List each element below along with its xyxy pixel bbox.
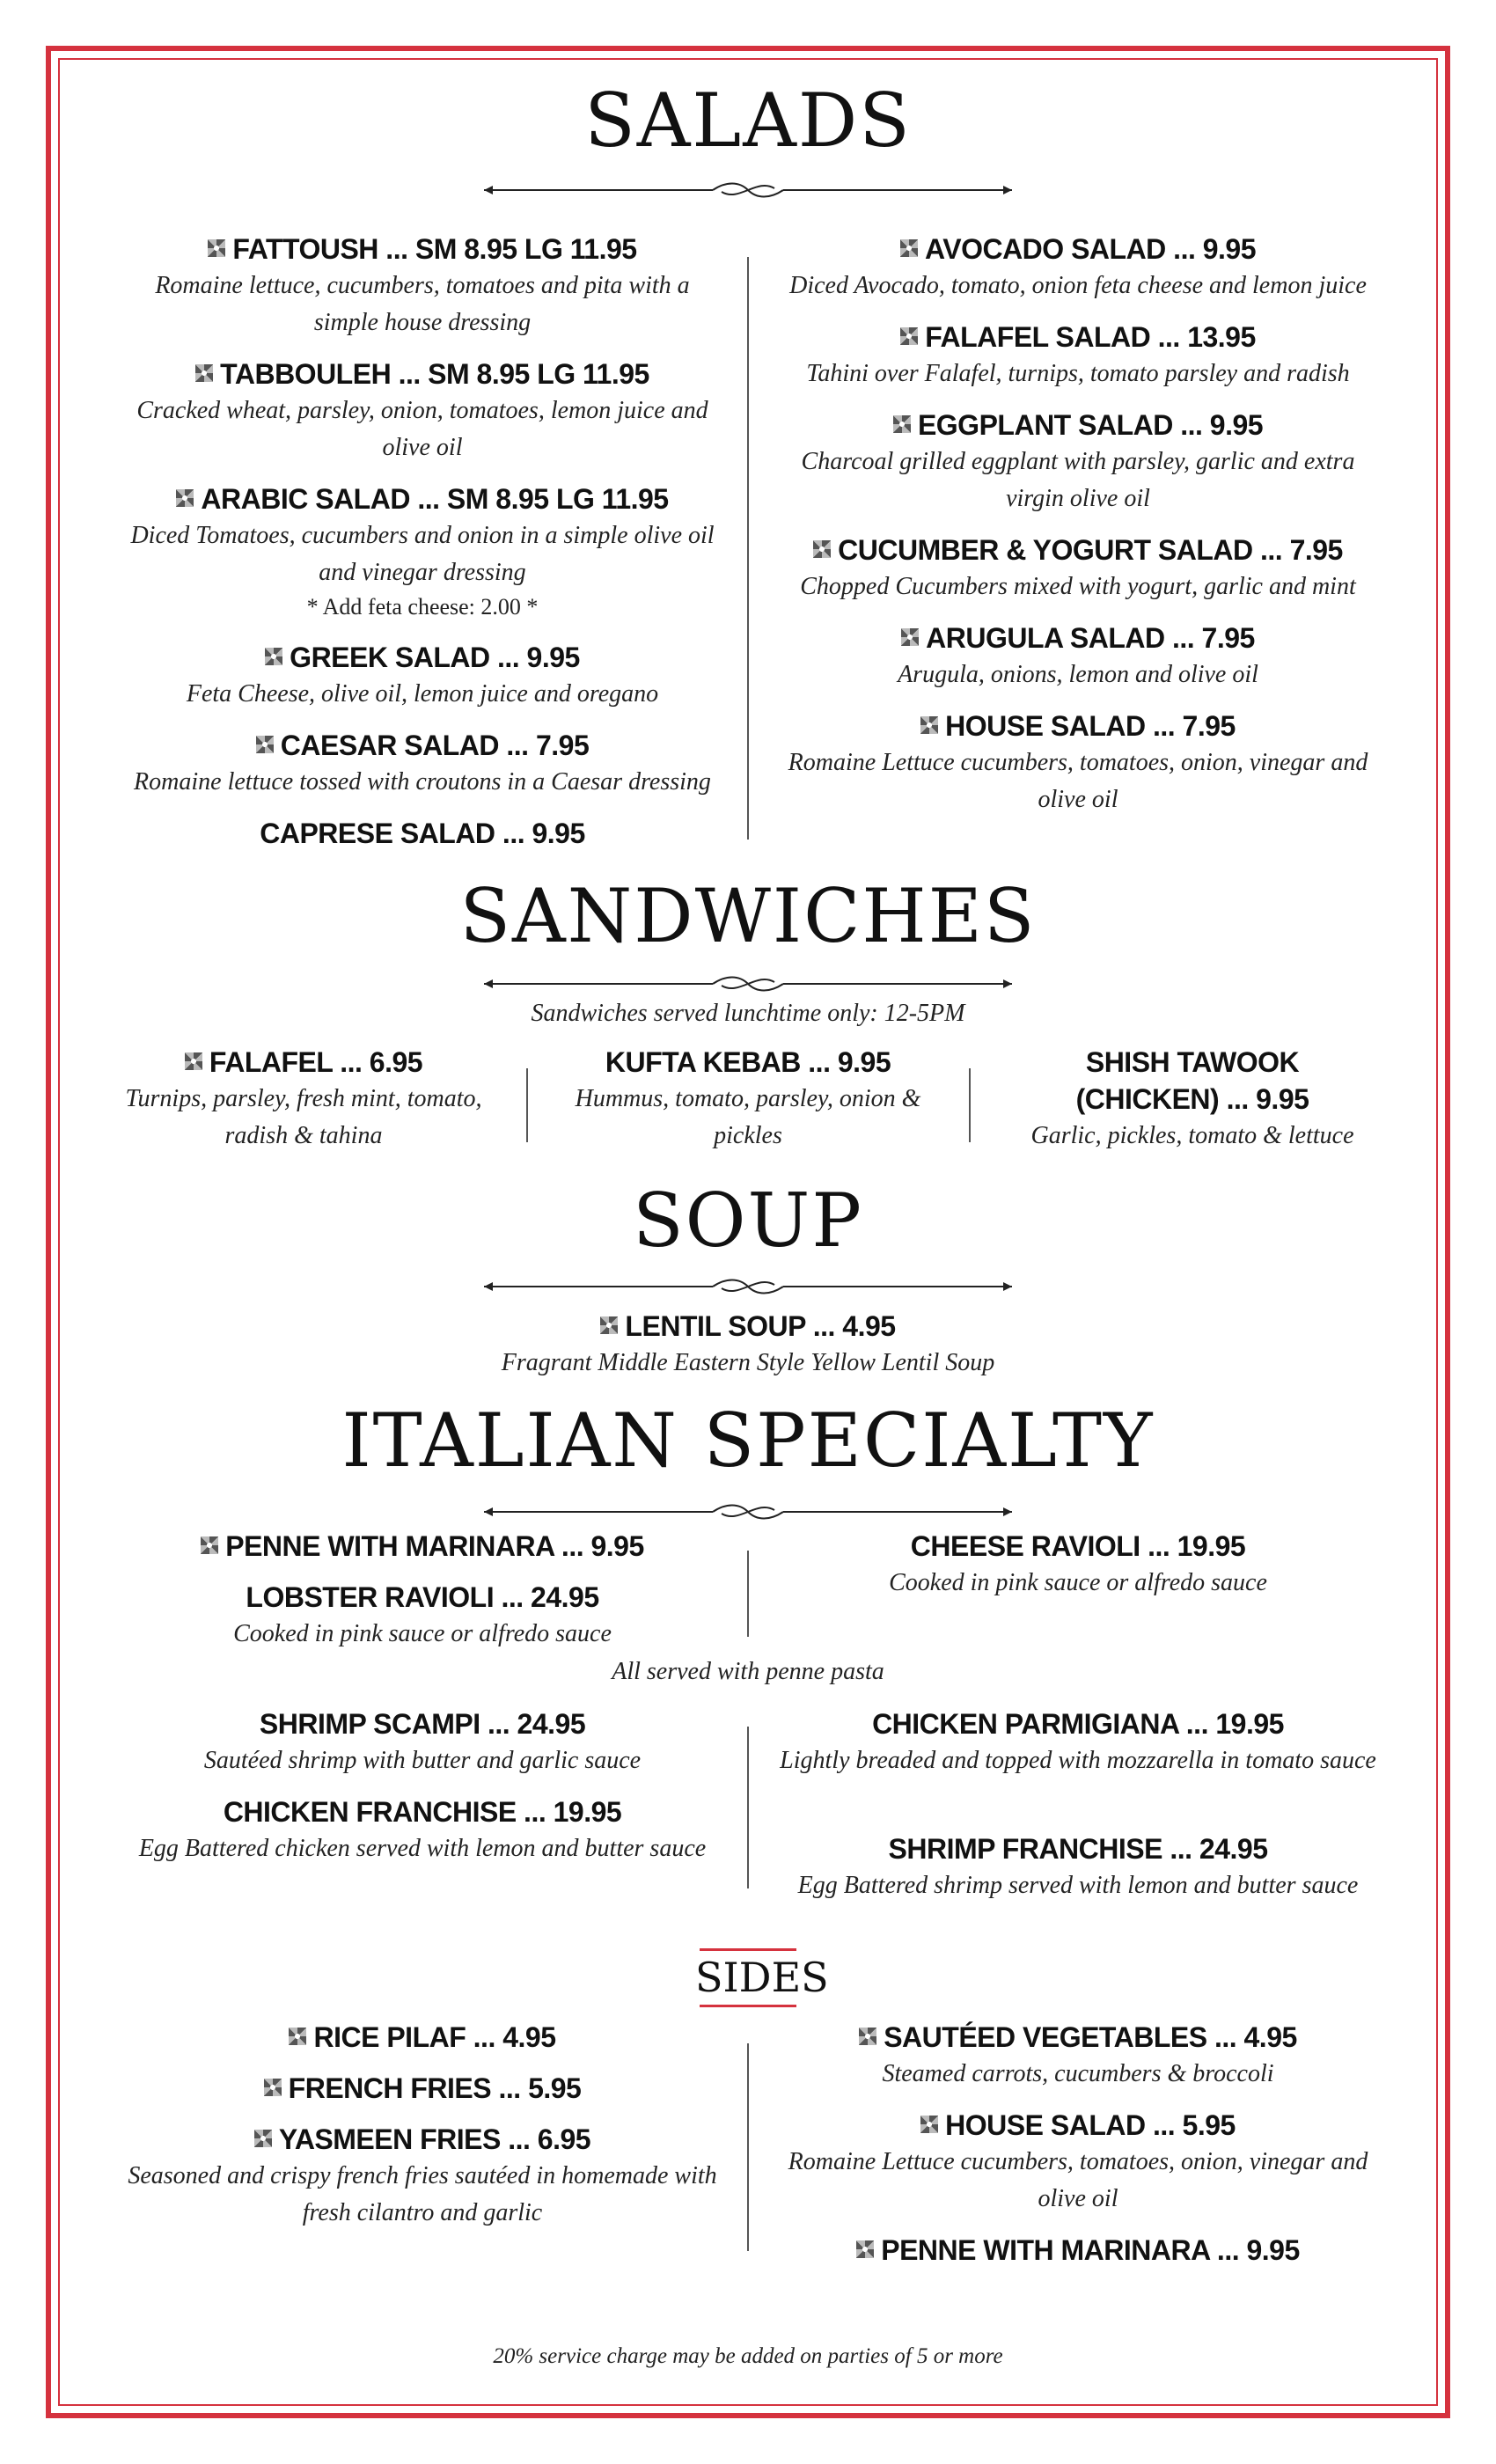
sides-rule-bottom xyxy=(700,2005,796,2007)
sandwiches-note: Sandwiches served lunchtime only: 12-5PM xyxy=(531,1000,965,1027)
item-name: FATTOUSH ... SM 8.95 LG 11.95 xyxy=(232,233,637,265)
item-name: CAPRESE SALAD ... 9.95 xyxy=(260,818,585,849)
diamond-star-icon xyxy=(265,648,282,665)
item-name: SAUTÉED VEGETABLES ... 4.95 xyxy=(884,2021,1297,2053)
salads-title: SALADS xyxy=(584,77,912,164)
item-name: PENNE WITH MARINARA ... 9.95 xyxy=(881,2234,1300,2266)
item-desc: Feta Cheese, olive oil, lemon juice and oregano xyxy=(186,680,659,708)
item-name: HOUSE SALAD ... 7.95 xyxy=(945,710,1236,742)
sides-rule-top xyxy=(700,1948,796,1951)
diamond-star-icon xyxy=(201,1536,218,1554)
salad-caprese xyxy=(123,815,722,852)
item-name: AVOCADO SALAD ... 9.95 xyxy=(924,233,1257,265)
item-name: SHISH TAWOOK (CHICKEN) ... 9.95 xyxy=(1075,1046,1309,1115)
salad-eggplant xyxy=(774,407,1382,517)
item-name: FRENCH FRIES ... 5.95 xyxy=(288,2072,582,2104)
italian-note: All served with penne pasta xyxy=(612,1658,884,1685)
salad-avocado xyxy=(774,231,1382,304)
item-name: SHRIMP FRANCHISE ... 24.95 xyxy=(888,1833,1268,1865)
item-desc: Hummus, tomato, parsley, onion & pickles xyxy=(575,1085,921,1149)
item-desc: Diced Avocado, tomato, onion feta cheese and lemon juice xyxy=(789,272,1367,299)
diamond-star-icon xyxy=(256,736,274,753)
diamond-star-icon xyxy=(920,716,938,734)
sandwich-falafel xyxy=(114,1044,493,1155)
item-name: CHICKEN PARMIGIANA ... 19.95 xyxy=(872,1708,1284,1740)
item-desc: Egg Battered chicken served with lemon and butter sauce xyxy=(138,1835,707,1862)
diamond-star-icon xyxy=(859,2028,876,2045)
soup-divider-icon xyxy=(484,1278,1012,1295)
diamond-star-icon xyxy=(264,2079,282,2096)
diamond-star-icon xyxy=(920,2116,938,2133)
italian-cheese-ravioli xyxy=(774,1528,1382,1602)
item-desc: Chopped Cucumbers mixed with yogurt, garlic and mint xyxy=(800,573,1356,600)
item-name: HOUSE SALAD ... 5.95 xyxy=(945,2109,1236,2141)
item-name: SHRIMP SCAMPI ... 24.95 xyxy=(259,1708,586,1740)
item-desc: Romaine Lettuce cucumbers, tomatoes, onion, vinegar and olive oil xyxy=(788,2148,1368,2212)
item-desc: Sautéed shrimp with butter and garlic sauce xyxy=(203,1747,642,1774)
item-name: CUCUMBER & YOGURT SALAD ... 7.95 xyxy=(838,534,1343,566)
item-name: YASMEEN FRIES ... 6.95 xyxy=(278,2123,591,2155)
diamond-star-icon xyxy=(901,628,919,646)
italian-bottom-divider xyxy=(747,1727,749,1888)
item-name: RICE PILAF ... 4.95 xyxy=(313,2021,556,2053)
diamond-star-icon xyxy=(254,2130,272,2147)
side-rice-pilaf xyxy=(123,2019,722,2056)
diamond-star-icon xyxy=(813,540,831,558)
italian-chicken-parmigiana xyxy=(774,1705,1382,1779)
diamond-star-icon xyxy=(900,239,918,257)
italian-lobster-ravioli xyxy=(123,1579,722,1653)
item-name: ARABIC SALAD ... SM 8.95 LG 11.95 xyxy=(201,483,669,515)
sandwiches-title: SANDWICHES xyxy=(459,873,1037,959)
sides-title: SIDES xyxy=(695,1954,829,2001)
sandwich-shish-tawook xyxy=(1012,1044,1373,1155)
italian-divider-icon xyxy=(484,1503,1012,1521)
side-sauteed-vegetables xyxy=(774,2019,1382,2093)
item-name: CHICKEN FRANCHISE ... 19.95 xyxy=(223,1796,622,1828)
italian-shrimp-scampi xyxy=(123,1705,722,1779)
side-penne-marinara xyxy=(774,2232,1382,2269)
item-name: CAESAR SALAD ... 7.95 xyxy=(280,730,590,761)
item-desc: Romaine Lettuce cucumbers, tomatoes, onion, vinegar and olive oil xyxy=(788,749,1368,813)
sandwich-divider-2 xyxy=(969,1068,971,1142)
item-desc: Diced Tomatoes, cucumbers and onion in a simple olive oil and vinegar dressing xyxy=(130,522,715,586)
item-name: LOBSTER RAVIOLI ... 24.95 xyxy=(246,1581,599,1613)
side-yasmeen-fries xyxy=(123,2121,722,2232)
item-name: CHEESE RAVIOLI ... 19.95 xyxy=(910,1530,1246,1562)
italian-title: ITALIAN SPECIALTY xyxy=(341,1397,1155,1484)
salads-divider-icon xyxy=(484,181,1012,199)
item-desc: Egg Battered shrimp served with lemon and butter sauce xyxy=(797,1872,1359,1899)
diamond-star-icon xyxy=(208,239,225,257)
diamond-star-icon xyxy=(185,1052,202,1070)
item-desc: Romaine lettuce tossed with croutons in a Caesar dressing xyxy=(134,768,711,796)
salad-greek xyxy=(123,639,722,713)
item-desc: Cracked wheat, parsley, onion, tomatoes, lemon juice and olive oil xyxy=(136,397,708,461)
side-house-salad xyxy=(774,2107,1382,2218)
item-name: EGGPLANT SALAD ... 9.95 xyxy=(917,409,1264,441)
salad-falafel xyxy=(774,319,1382,392)
diamond-star-icon xyxy=(893,415,911,433)
salad-house xyxy=(774,708,1382,818)
salad-caesar xyxy=(123,727,722,801)
item-desc: Cooked in pink sauce or alfredo sauce xyxy=(233,1620,612,1647)
soup-lentil xyxy=(396,1308,1100,1382)
item-desc: Cooked in pink sauce or alfredo sauce xyxy=(889,1569,1267,1596)
item-desc: Romaine lettuce, cucumbers, tomatoes and pita with a simple house dressing xyxy=(155,272,690,336)
italian-top-divider xyxy=(747,1551,749,1637)
sandwich-kufta-kebab xyxy=(563,1044,933,1155)
diamond-star-icon xyxy=(176,489,194,507)
item-name: PENNE WITH MARINARA ... 9.95 xyxy=(225,1530,644,1562)
italian-chicken-franchise xyxy=(123,1793,722,1867)
item-name: FALAFEL SALAD ... 13.95 xyxy=(925,321,1256,353)
item-name: KUFTA KEBAB ... 9.95 xyxy=(605,1046,891,1078)
item-name: GREEK SALAD ... 9.95 xyxy=(290,642,580,673)
sides-column-divider xyxy=(747,2043,749,2251)
soup-title: SOUP xyxy=(633,1177,863,1264)
salad-cucumber-yogurt xyxy=(774,532,1382,605)
salad-fattoush xyxy=(123,231,722,341)
item-name: LENTIL SOUP ... 4.95 xyxy=(625,1310,896,1342)
salad-arugula xyxy=(774,620,1382,693)
item-desc: Tahini over Falafel, turnips, tomato parsley and radish xyxy=(806,360,1350,387)
footer-note: 20% service charge may be added on parties of 5 or more xyxy=(493,2344,1003,2368)
item-desc: Fragrant Middle Eastern Style Yellow Lentil Soup xyxy=(501,1349,995,1376)
item-desc: Steamed carrots, cucumbers & broccoli xyxy=(882,2060,1274,2087)
item-name: TABBOULEH ... SM 8.95 LG 11.95 xyxy=(220,358,649,390)
diamond-star-icon xyxy=(289,2028,306,2045)
salad-arabic xyxy=(123,480,722,623)
side-french-fries xyxy=(123,2070,722,2107)
italian-shrimp-franchise xyxy=(774,1830,1382,1904)
salads-column-divider xyxy=(747,257,749,840)
item-desc: Garlic, pickles, tomato & lettuce xyxy=(1030,1122,1354,1149)
item-desc: Turnips, parsley, fresh mint, tomato, radish & tahina xyxy=(125,1085,482,1149)
sandwiches-divider-icon xyxy=(484,975,1012,993)
item-desc: Lightly breaded and topped with mozzarella in tomato sauce xyxy=(780,1747,1376,1774)
diamond-star-icon xyxy=(600,1316,618,1334)
item-name: ARUGULA SALAD ... 7.95 xyxy=(926,622,1255,654)
diamond-star-icon xyxy=(856,2240,874,2258)
diamond-star-icon xyxy=(195,364,213,382)
sandwich-divider-1 xyxy=(526,1068,528,1142)
item-desc: Charcoal grilled eggplant with parsley, garlic and extra virgin olive oil xyxy=(801,448,1355,512)
item-desc: Arugula, onions, lemon and olive oil xyxy=(898,661,1258,688)
salad-tabbouleh xyxy=(123,356,722,466)
italian-penne-marinara xyxy=(123,1528,722,1565)
item-desc: Seasoned and crispy french fries sautéed in homemade with fresh cilantro and garlic xyxy=(128,2162,717,2226)
item-name: FALAFEL ... 6.95 xyxy=(209,1046,423,1078)
diamond-star-icon xyxy=(900,327,918,345)
item-note: * Add feta cheese: 2.00 * xyxy=(306,594,539,620)
